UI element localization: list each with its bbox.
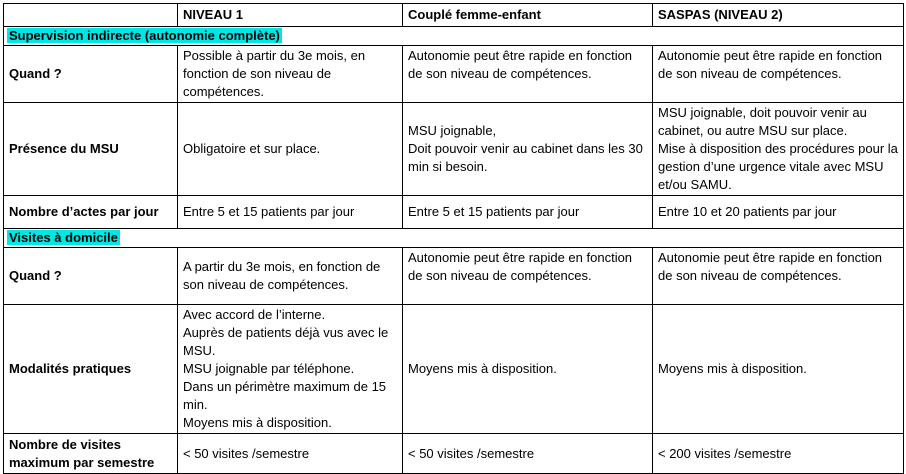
header-niveau-1: NIVEAU 1 [178,4,403,27]
row-label-quand: Quand ? [4,46,178,103]
cell-niveau1: A partir du 3e mois, en fonction de son niveau de compétences. [178,248,403,305]
cell-saspas: < 200 visites /semestre [653,434,904,474]
cell-niveau1: Entre 5 et 15 patients par jour [178,196,403,229]
cell-line: MSU joignable par téléphone. [183,361,355,376]
cell-line: Doit pouvoir venir au cabinet dans les 30 min si besoin. [408,141,643,174]
section-title-cell [4,229,904,248]
cell-niveau1: Obligatoire et sur place. [178,103,403,196]
cell-saspas: Autonomie peut être rapide en fonction de son niveau de compétences. [653,46,904,103]
cell-line: MSU joignable, [408,123,497,138]
row-label-nombre-visites: Nombre de visites maximum par semestre [4,434,178,474]
section-title-cell [4,27,904,46]
row-label-modalites: Modalités pratiques [4,305,178,434]
cell-couple: < 50 visites /semestre [403,434,653,474]
cell-couple: Entre 5 et 15 patients par jour [403,196,653,229]
cell-couple: Autonomie peut être rapide en fonction de son niveau de compétences. [403,46,653,103]
cell-line: Auprès de patients déjà vus avec le MSU. [183,325,389,358]
cell-line: Moyens mis à disposition. [183,415,332,430]
cell-niveau1: < 50 visites /semestre [178,434,403,474]
cell-niveau1 [178,305,403,434]
table-row [4,46,904,103]
row-label-presence-msu: Présence du MSU [4,103,178,196]
section-title-visites: Visites à domicile [9,230,118,245]
row-label-quand: Quand ? [4,248,178,305]
table-row [4,434,904,474]
section-title-supervision: Supervision indirecte (autonomie complète) [9,28,280,43]
cell-couple: Moyens mis à disposition. [403,305,653,434]
table-row [4,305,904,434]
cell-line: Avec accord de l’interne. [183,307,326,322]
table-row [4,103,904,196]
supervision-table [3,3,904,474]
header-saspas: SASPAS (NIVEAU 2) [653,4,904,27]
cell-saspas: Autonomie peut être rapide en fonction de son niveau de compétences. [653,248,904,305]
cell-niveau1: Possible à partir du 3e mois, en fonction de son niveau de compétences. [178,46,403,103]
cell-line: Dans un périmètre maximum de 15 min. [183,379,387,412]
header-empty-cell [4,4,178,27]
header-row [4,4,904,27]
cell-line: Mise à disposition des procédures pour la gestion d’une urgence vitale avec MSU et/ou SAMU. [658,141,898,192]
cell-line: MSU joignable, doit pouvoir venir au cabinet, ou autre MSU sur place. [658,105,867,138]
table-row [4,196,904,229]
cell-saspas: Moyens mis à disposition. [653,305,904,434]
cell-couple [403,103,653,196]
header-couple-femme-enfant: Couplé femme-enfant [403,4,653,27]
cell-saspas: Entre 10 et 20 patients par jour [653,196,904,229]
row-label-actes: Nombre d’actes par jour [4,196,178,229]
section-row-supervision [4,27,904,46]
cell-saspas [653,103,904,196]
cell-couple: Autonomie peut être rapide en fonction de son niveau de compétences. [403,248,653,305]
table-row [4,248,904,305]
section-row-visites [4,229,904,248]
